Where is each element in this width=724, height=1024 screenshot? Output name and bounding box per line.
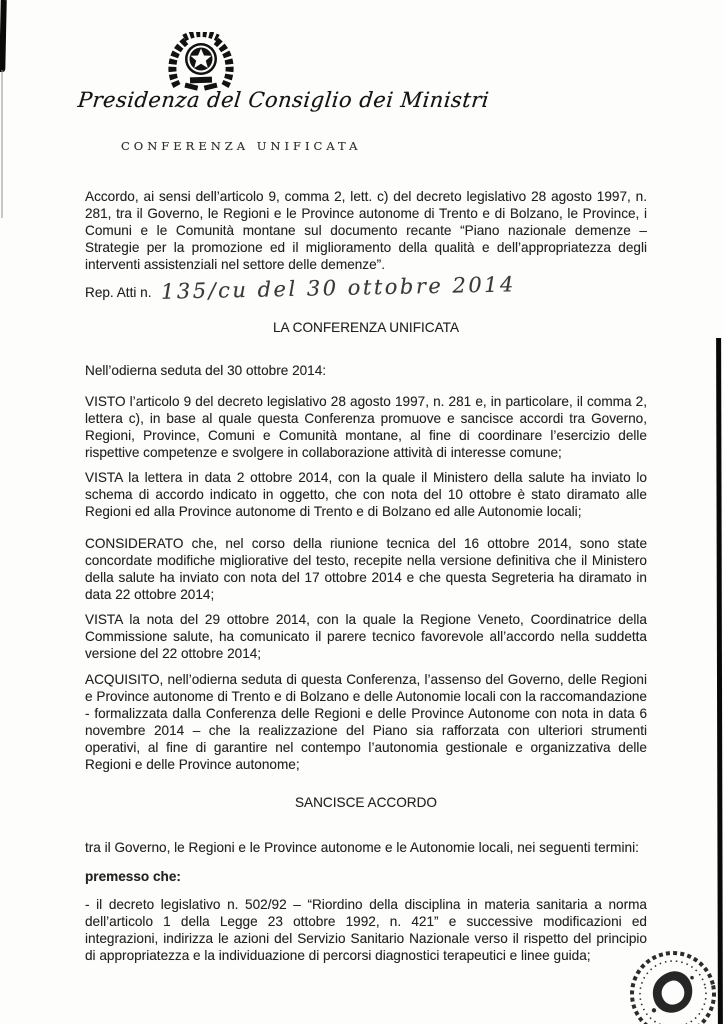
recital-visto: VISTO l’articolo 9 del decreto legislativo 28 agosto 1997, n. 281 e, in particolare, il comma 2, lettera c), in base al quale questa Conferenza promuove e sancisce accordi tra Governo, Regioni, Province, Comuni e Comunità montane, al fine di coordinare l’esercizio delle rispettive competenze e svolgere in collaborazione attività di interesse comune; [85,394,647,460]
rep-atti-label: Rep. Atti n. [85,285,152,300]
session-date-line: Nell’odierna seduta del 30 ottobre 2014: [85,363,327,378]
heading-la-conferenza-unificata: LA CONFERENZA UNIFICATA [272,320,460,335]
terms-intro-line: tra il Governo, le Regioni e le Province autonome e le Autonomie locali, nei seguenti termini: [85,840,639,855]
intro-paragraph: Accordo, ai sensi dell’articolo 9, comma 2, lett. c) del decreto legislativo 28 agosto 1997, n. 281, tra il Governo, le Regioni e le Province autonome di Trento e di Bolzano, le Province, i Comuni e le Comunità montane sul documento recante “Piano nazionale demenze – Strategie per la promozione ed il miglioramento della qualità e dell’appropriatezza degli interventi assistenziali nel settore delle demenze”. [85,189,647,272]
premesso-che-heading: premesso che: [85,869,181,884]
recital-vista-lettera: VISTA la lettera in data 2 ottobre 2014, con la quale il Ministero della salute ha inviato lo schema di accordo indicato in oggetto, che con nota del 10 ottobre è stato diramato alle Regioni ed alla Province autonome di Trento e di Bolzano ed alle Autonomie locali; [85,470,647,519]
department-title: CONFERENZA UNIFICATA [121,139,362,153]
rep-atti-line [85,272,647,304]
premise-item-decreto-502: - il decreto legislativo n. 502/92 – “Riordino della disciplina in materia sanitaria a norma dell’articolo 1 della Legge 23 ottobre 1992, n. 421” e successive modificazioni ed integrazioni, indirizza le azioni del Servizio Sanitario Nazionale verso il rispetto del principio di appropriatezza e la individuazione di percorsi diagnostici terapeutici e linee guida; [85,897,647,963]
heading-sancisce-accordo: SANCISCE ACCORDO [294,795,437,810]
rep-atti-handwritten-number: 135/cu del 30 ottobre 2014 [161,272,517,304]
scan-artifact-left-tail [1,70,3,218]
recital-considerato: CONSIDERATO che, nel corso della riunione tecnica del 16 ottobre 2014, sono state concordate modifiche migliorative del testo, recepite nella versione definitiva che il Ministero della salute ha inviato con nota del 17 ottobre 2014 e che questa Segreteria ha diramato in data 22 ottobre 2014; [85,536,647,602]
recital-acquisito: ACQUISITO, nell’odierna seduta di questa Conferenza, l’assenso del Governo, delle Regioni e Province autonome di Trento e di Bolzano e delle Autonomie locali con la raccomandazione - formalizzata dalla Conferenza delle Regioni e delle Province Autonome con nota in data 6 novembre 2014 – che la realizzazione del Piano sia rafforzata con ulteriori strumenti operativi, al fine di garantire nel contempo l’autonomia gestionale e organizzativa delle Regioni e delle Province autonome; [85,672,647,772]
recital-vista-nota: VISTA la nota del 29 ottobre 2014, con la quale la Regione Veneto, Coordinatrice della Commissione salute, ha comunicato il parere tecnico favorevole all’accordo nella suddetta versione del 22 ottobre 2014; [85,612,647,661]
office-script-title: Presidenza del Consiglio dei Ministri [76,88,491,112]
scan-artifact-top-left [0,0,7,72]
scan-artifact-right-edge [716,338,723,1024]
